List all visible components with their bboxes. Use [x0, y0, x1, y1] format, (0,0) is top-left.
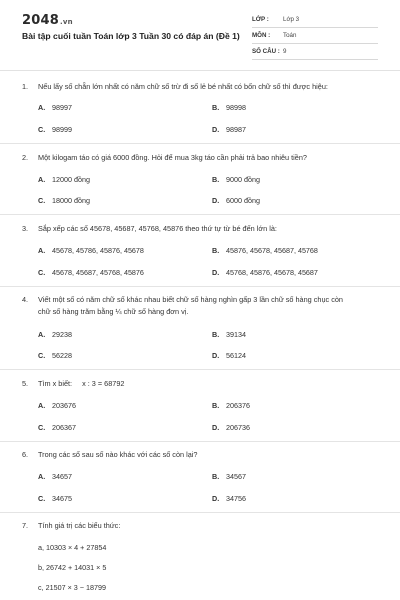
- option-c[interactable]: [38, 196, 90, 205]
- option-text: 98987: [226, 125, 246, 134]
- option-d[interactable]: [212, 423, 250, 432]
- question-text: Sắp xếp các số 45678, 45687, 45768, 45876 theo thứ tự từ bé đến lớn là:: [38, 224, 277, 233]
- option-text: 9000 đồng: [226, 175, 260, 184]
- option-text: 34567: [226, 472, 246, 481]
- option-c[interactable]: [38, 423, 76, 432]
- option-label: B.: [212, 246, 220, 255]
- option-text: 6000 đồng: [226, 196, 260, 205]
- question-divider: [0, 512, 400, 513]
- question-number: 7.: [22, 521, 29, 530]
- question-text: Tìm x biết:: [38, 379, 73, 388]
- option-label: C.: [38, 196, 46, 205]
- option-text: 34675: [52, 494, 72, 503]
- option-text: 29238: [52, 330, 72, 339]
- option-d[interactable]: [212, 196, 260, 205]
- question-text: Nếu lấy số chẵn lớn nhất có năm chữ số trừ đi số lẻ bé nhất có bốn chữ số thì được hiệu:: [38, 82, 328, 91]
- option-c[interactable]: [38, 125, 72, 134]
- question-divider: [0, 143, 400, 144]
- meta-key: MÔN :: [252, 32, 271, 39]
- option-a[interactable]: [38, 103, 72, 112]
- expression-a: a, 10303 × 4 + 27854: [38, 543, 107, 552]
- option-label: A.: [38, 401, 46, 410]
- question-number: 6.: [22, 450, 29, 459]
- expression-c: c, 21507 × 3 − 18799: [38, 583, 106, 592]
- option-label: D.: [212, 125, 220, 134]
- option-a[interactable]: [38, 472, 72, 481]
- option-text: 18000 đồng: [52, 196, 90, 205]
- option-text: 56228: [52, 351, 72, 360]
- option-text: 45876, 45678, 45687, 45768: [226, 246, 318, 255]
- option-a[interactable]: [38, 246, 144, 255]
- question-text: Một kilogam táo có giá 6000 đồng. Hỏi để mua 3kg táo cần phải trả bao nhiêu tiền?: [38, 153, 307, 162]
- option-a[interactable]: [38, 401, 76, 410]
- option-a[interactable]: [38, 175, 90, 184]
- option-c[interactable]: [38, 351, 72, 360]
- option-label: C.: [38, 125, 46, 134]
- option-text: 98999: [52, 125, 72, 134]
- option-text: 34657: [52, 472, 72, 481]
- question-number: 1.: [22, 82, 29, 91]
- option-text: 203676: [52, 401, 76, 410]
- option-label: B.: [212, 472, 220, 481]
- option-label: B.: [212, 330, 220, 339]
- option-text: 56124: [226, 351, 246, 360]
- question-7: [22, 520, 372, 532]
- option-text: 34756: [226, 494, 246, 503]
- question-2: [22, 152, 372, 164]
- document-title: Bài tập cuối tuần Toán lớp 3 Tuần 30 có đáp án (Đề 1): [22, 31, 240, 41]
- option-b[interactable]: [212, 246, 318, 255]
- option-text: 206376: [226, 401, 250, 410]
- logo-main: 2048: [22, 13, 59, 28]
- question-1: [22, 81, 372, 93]
- question-text-line-1: Viết một số có năm chữ số khác nhau biết chữ số hàng nghìn gấp 3 lần chữ số hàng chục còn: [38, 295, 343, 304]
- option-label: B.: [212, 401, 220, 410]
- option-label: B.: [212, 103, 220, 112]
- question-number: 4.: [22, 295, 29, 304]
- option-text: 45678, 45687, 45768, 45876: [52, 268, 144, 277]
- question-text: Trong các số sau số nào khác với các số còn lại?: [38, 450, 198, 459]
- option-label: A.: [38, 246, 46, 255]
- option-b[interactable]: [212, 401, 250, 410]
- option-label: A.: [38, 103, 46, 112]
- question-divider: [0, 369, 400, 370]
- question-number: 2.: [22, 153, 29, 162]
- question-number: 3.: [22, 224, 29, 233]
- option-label: D.: [212, 268, 220, 277]
- option-label: D.: [212, 494, 220, 503]
- question-4: [22, 294, 372, 317]
- option-label: C.: [38, 351, 46, 360]
- option-label: D.: [212, 351, 220, 360]
- option-text: 12000 đồng: [52, 175, 90, 184]
- option-text: 206736: [226, 423, 250, 432]
- option-b[interactable]: [212, 175, 260, 184]
- option-label: D.: [212, 423, 220, 432]
- option-b[interactable]: [212, 103, 246, 112]
- option-label: A.: [38, 472, 46, 481]
- option-label: D.: [212, 196, 220, 205]
- meta-value: 9: [283, 48, 287, 55]
- option-c[interactable]: [38, 268, 144, 277]
- option-label: A.: [38, 175, 46, 184]
- meta-key: SỐ CÂU :: [252, 48, 280, 55]
- option-label: C.: [38, 494, 46, 503]
- meta-value: Toán: [283, 32, 297, 39]
- question-5: [22, 378, 372, 390]
- option-d[interactable]: [212, 351, 246, 360]
- option-label: A.: [38, 330, 46, 339]
- logo-suffix: .vn: [59, 18, 73, 26]
- option-label: C.: [38, 268, 46, 277]
- option-a[interactable]: [38, 330, 72, 339]
- question-text-line-2: chữ số hàng trăm bằng ¼ chữ số hàng đơn vị.: [38, 306, 189, 316]
- option-text: 98998: [226, 103, 246, 112]
- question-equation: x : 3 = 68792: [82, 379, 125, 388]
- meta-value: Lớp 3: [283, 16, 300, 23]
- question-divider: [0, 441, 400, 442]
- option-d[interactable]: [212, 125, 246, 134]
- option-b[interactable]: [212, 472, 246, 481]
- meta-key: LỚP :: [252, 16, 269, 23]
- option-text: 98997: [52, 103, 72, 112]
- question-text: Tính giá trị các biểu thức:: [38, 521, 121, 530]
- question-divider: [0, 214, 400, 215]
- option-b[interactable]: [212, 330, 246, 339]
- option-label: C.: [38, 423, 46, 432]
- question-divider: [0, 286, 400, 287]
- expression-b: b, 26742 + 14031 × 5: [38, 563, 107, 572]
- option-d[interactable]: [212, 494, 246, 503]
- question-number: 5.: [22, 379, 29, 388]
- option-text: 45768, 45876, 45678, 45687: [226, 268, 318, 277]
- option-d[interactable]: [212, 268, 318, 277]
- question-3: [22, 223, 372, 235]
- option-c[interactable]: [38, 494, 72, 503]
- option-text: 45678, 45786, 45876, 45678: [52, 246, 144, 255]
- option-text: 206367: [52, 423, 76, 432]
- question-6: [22, 449, 372, 461]
- option-text: 39134: [226, 330, 246, 339]
- option-label: B.: [212, 175, 220, 184]
